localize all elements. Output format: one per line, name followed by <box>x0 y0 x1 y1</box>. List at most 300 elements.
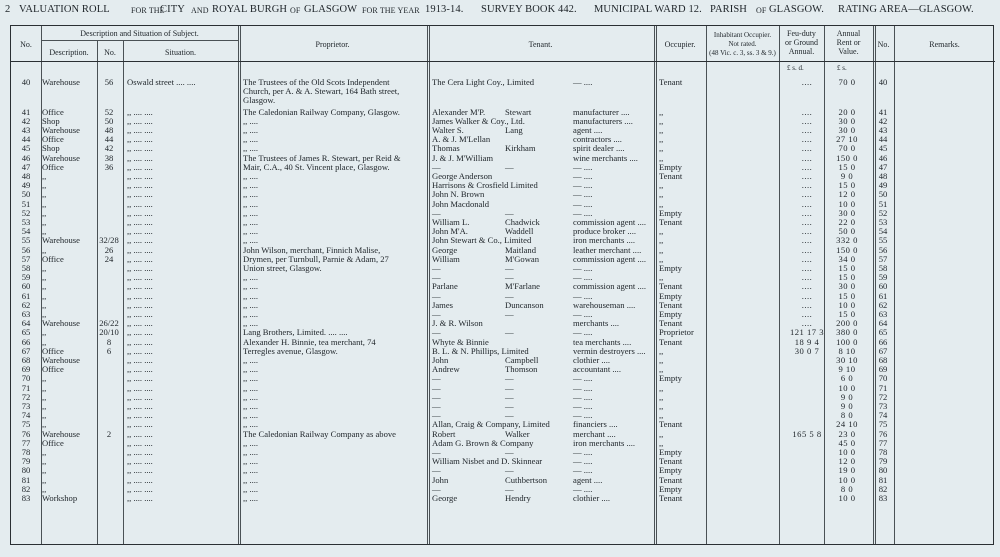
row-tenant: James <box>432 299 454 310</box>
row-proprietor-line: Terregles avenue, Glasgow. <box>243 345 338 356</box>
row-tenant-occupation: clothier .... <box>573 355 610 365</box>
row-occupier: ,, <box>659 152 664 163</box>
row-proprietor-line: ,, .... <box>243 410 259 421</box>
row-situation: ,, .... .... <box>127 483 153 494</box>
row-tenant: Whyte & Binnie <box>432 336 489 347</box>
row-tenant-surname: — <box>505 391 514 402</box>
row-occupier: ,, <box>659 143 664 154</box>
row-feu-duty: .... <box>801 207 813 218</box>
row-tenant-surname: — <box>505 465 514 476</box>
row-no-right: 42 <box>878 115 888 126</box>
row-no: 63 <box>21 309 31 319</box>
row-no: 59 <box>21 272 31 283</box>
row-situation: ,, .... .... <box>127 207 153 218</box>
row-tenant: — <box>432 272 441 283</box>
row-occupier: ,, <box>659 391 664 402</box>
row-annual-value: 380 0 <box>836 327 858 338</box>
row-feu-duty: .... <box>801 134 813 145</box>
row-annual-value: 10 0 <box>838 299 856 310</box>
row-description: Warehouse <box>42 125 80 135</box>
row-proprietor-line: Church, per A. & A. Stewart, 164 Bath street, <box>243 86 400 97</box>
row-description: ,, <box>42 465 47 476</box>
row-tenant-occupation: — .... <box>573 198 593 209</box>
row-annual-value: 30 0 <box>838 207 856 218</box>
row-no: 68 <box>21 355 31 365</box>
row-no: 67 <box>21 345 31 356</box>
row-no: 52 <box>21 207 31 218</box>
row-tenant-surname: Waddell <box>505 226 534 237</box>
row-annual-value: 12 0 <box>838 189 856 200</box>
row-proprietor-line: ,, .... <box>243 171 259 181</box>
row-no-right: 74 <box>878 410 888 421</box>
row-no: 81 <box>21 474 31 485</box>
row-annual-value: 9 0 <box>840 391 854 402</box>
row-no-right: 63 <box>878 309 888 319</box>
row-no-right: 69 <box>878 364 888 375</box>
row-annual-value: 30 0 <box>838 115 856 126</box>
row-description: Warehouse <box>42 235 80 246</box>
row-no-right: 58 <box>878 263 888 273</box>
row-tenant: Alexander M'P. <box>432 106 486 117</box>
row-occupier: Tenant <box>659 281 683 292</box>
row-tenant-surname: Hendry <box>505 493 531 503</box>
row-annual-value: 27 10 <box>836 134 858 145</box>
row-occupier: Tenant <box>659 217 683 227</box>
row-situation: ,, .... .... <box>127 217 153 227</box>
row-occupier: ,, <box>659 253 664 264</box>
row-no-right: 70 <box>878 373 888 384</box>
row-tenant-occupation: commission agent .... <box>573 217 647 227</box>
row-tenant-surname: M'Farlane <box>505 281 540 292</box>
row-situation: ,, .... .... <box>127 373 153 384</box>
row-occupier: Tenant <box>659 77 683 87</box>
row-tenant-occupation: — .... <box>573 180 593 191</box>
row-tenant-surname: Kirkham <box>505 143 536 154</box>
row-no-right: 54 <box>878 226 888 237</box>
row-description: ,, <box>42 327 47 338</box>
row-description: ,, <box>42 189 47 200</box>
row-occupier: ,, <box>659 401 664 411</box>
row-situation: ,, .... .... <box>127 143 153 154</box>
row-feu-duty: .... <box>801 189 813 200</box>
row-occupier: Empty <box>659 483 682 494</box>
row-proprietor-line: ,, .... <box>243 198 259 209</box>
row-no-right: 80 <box>878 465 888 476</box>
row-description: ,, <box>42 171 47 181</box>
row-no-right: 76 <box>878 428 888 439</box>
row-no-right: 59 <box>878 272 888 283</box>
row-tenant: Walter S. <box>432 125 464 135</box>
row-no-right: 43 <box>878 125 888 135</box>
row-proprietor-line: ,, .... <box>243 309 259 319</box>
row-feu-duty: .... <box>801 272 813 283</box>
row-occupier: ,, <box>659 355 664 365</box>
row-no-right: 48 <box>878 171 888 181</box>
rating-area: RATING AREA—GLASGOW. <box>838 4 974 15</box>
row-feu-duty: 165 5 8 <box>792 428 822 439</box>
row-tenant-occupation: commission agent .... <box>573 281 647 292</box>
row-situation: ,, .... .... <box>127 474 153 485</box>
row-feu-duty: .... <box>801 281 813 292</box>
row-description: Warehouse <box>42 77 80 87</box>
row-situation: ,, .... .... <box>127 382 153 393</box>
row-tenant-occupation: — .... <box>573 391 593 402</box>
row-situation: ,, .... .... <box>127 161 153 172</box>
row-proprietor-line: ,, .... <box>243 134 259 145</box>
row-no-right: 57 <box>878 253 888 264</box>
row-occupier: ,, <box>659 125 664 135</box>
row-no: 54 <box>21 226 31 237</box>
row-description: Shop <box>42 115 60 126</box>
row-proprietor-line: John Wilson, merchant, Finnich Malise, <box>243 244 381 255</box>
row-tenant: The Cera Light Coy., Limited <box>432 77 535 87</box>
row-no: 71 <box>21 382 31 393</box>
row-no-right: 46 <box>878 152 888 163</box>
row-feu-duty: 121 17 3 <box>789 327 825 338</box>
row-number: 44 <box>104 134 114 145</box>
row-annual-value: 10 0 <box>838 493 856 503</box>
row-description: ,, <box>42 207 47 218</box>
row-description: Office <box>42 364 64 375</box>
row-proprietor-line: ,, .... <box>243 355 259 365</box>
row-proprietor-line: ,, .... <box>243 447 259 457</box>
row-tenant-occupation: — .... <box>573 161 593 172</box>
row-tenant: William L. <box>432 217 470 227</box>
row-tenant-occupation: — .... <box>573 465 593 476</box>
row-proprietor-line: ,, .... <box>243 217 259 227</box>
row-situation: ,, .... .... <box>127 152 153 163</box>
row-no: 65 <box>21 327 31 338</box>
row-proprietor-line: ,, .... <box>243 456 259 467</box>
row-tenant-occupation: — .... <box>573 77 593 87</box>
row-situation: ,, .... .... <box>127 345 153 356</box>
row-number: 26/22 <box>99 318 119 329</box>
row-tenant-occupation: — .... <box>573 447 593 457</box>
row-occupier: Tenant <box>659 318 683 329</box>
row-proprietor-line: ,, .... <box>243 474 259 485</box>
row-description: ,, <box>42 456 47 467</box>
row-description: ,, <box>42 244 47 255</box>
row-annual-value: 70 0 <box>838 77 856 87</box>
row-no-right: 71 <box>878 382 888 393</box>
row-proprietor-line: The Trustees of the Old Scots Independent <box>243 77 390 87</box>
row-no: 78 <box>21 447 31 457</box>
row-tenant-surname: Chadwick <box>505 217 540 227</box>
col-subject-group: Description and Situation of Subject. <box>80 29 199 38</box>
row-proprietor-line: ,, .... <box>243 401 259 411</box>
row-tenant-occupation: — .... <box>573 171 593 181</box>
row-tenant-surname: Cuthbertson <box>505 474 548 485</box>
col-tenant: Tenant. <box>528 40 553 49</box>
row-annual-value: 6 0 <box>840 373 854 384</box>
row-tenant: — <box>432 263 441 273</box>
row-tenant-occupation: clothier .... <box>573 493 610 503</box>
row-tenant-surname: — <box>505 401 514 411</box>
row-tenant: John <box>432 474 449 485</box>
row-occupier: ,, <box>659 437 664 448</box>
row-situation: Oswald street .... .... <box>127 77 196 87</box>
row-feu-duty: .... <box>801 77 813 87</box>
row-annual-value: 70 0 <box>838 143 856 154</box>
row-no-right: 40 <box>878 77 888 87</box>
row-description: ,, <box>42 217 47 227</box>
row-situation: ,, .... .... <box>127 134 153 145</box>
table-row <box>11 77 995 106</box>
row-no: 43 <box>21 125 31 135</box>
row-proprietor-line: Alexander H. Binnie, tea merchant, 74 <box>243 336 376 347</box>
row-no: 46 <box>21 152 31 163</box>
row-occupier: ,, <box>659 180 664 191</box>
row-feu-duty: .... <box>801 290 813 301</box>
row-tenant: A. & J. M'Lellan <box>432 134 491 145</box>
row-no-right: 61 <box>878 290 888 301</box>
row-proprietor-line: ,, .... <box>243 465 259 476</box>
row-description: ,, <box>42 263 47 273</box>
row-no-right: 64 <box>878 318 888 329</box>
row-number: 2 <box>106 428 112 439</box>
row-situation: ,, .... .... <box>127 125 153 135</box>
row-proprietor-line: The Caledonian Railway Company as above <box>243 428 396 439</box>
row-tenant-surname: — <box>505 309 514 319</box>
row-annual-value: 24 10 <box>836 419 858 430</box>
row-annual-value: 15 0 <box>838 290 856 301</box>
table-row <box>11 494 995 503</box>
row-no: 49 <box>21 180 31 191</box>
row-description: ,, <box>42 180 47 191</box>
row-proprietor-line: The Trustees of James R. Stewart, per Reid & <box>243 152 401 163</box>
row-situation: ,, .... .... <box>127 198 153 209</box>
row-no: 42 <box>21 115 31 126</box>
row-tenant-surname: M'Gowan <box>505 253 540 264</box>
row-proprietor-line: ,, .... <box>243 437 259 448</box>
row-description: ,, <box>42 281 47 292</box>
row-tenant-occupation: financiers .... <box>573 419 618 430</box>
row-tenant-surname: — <box>505 290 514 301</box>
row-no-right: 50 <box>878 189 888 200</box>
row-annual-value: 150 0 <box>836 152 858 163</box>
row-situation: ,, .... .... <box>127 180 153 191</box>
row-tenant-occupation: — .... <box>573 410 593 421</box>
row-no-right: 41 <box>878 106 888 117</box>
feu-units: £ s. d. <box>787 64 804 72</box>
row-occupier: Empty <box>659 161 682 172</box>
row-annual-value: 15 0 <box>838 161 856 172</box>
row-situation: ,, .... .... <box>127 447 153 457</box>
row-occupier: Empty <box>659 447 682 457</box>
row-tenant: John <box>432 355 449 365</box>
row-tenant-occupation: — .... <box>573 290 593 301</box>
row-proprietor-line: ,, .... <box>243 235 259 246</box>
row-feu-duty: .... <box>801 106 813 117</box>
row-tenant: — <box>432 391 441 402</box>
row-no-right: 44 <box>878 134 888 145</box>
row-tenant: Allan, Craig & Company, Limited <box>432 419 550 430</box>
row-tenant: Robert <box>432 428 456 439</box>
row-no-right: 45 <box>878 143 888 154</box>
row-no-right: 82 <box>878 483 888 494</box>
row-feu-duty: .... <box>801 217 813 227</box>
row-tenant-occupation: — .... <box>573 456 593 467</box>
row-no-right: 72 <box>878 391 888 402</box>
col-no: No. <box>20 40 32 49</box>
row-number: 52 <box>104 106 114 117</box>
row-no: 69 <box>21 364 31 375</box>
row-occupier: ,, <box>659 410 664 421</box>
row-no: 40 <box>21 77 31 87</box>
row-annual-value: 100 0 <box>836 336 858 347</box>
row-occupier: ,, <box>659 364 664 375</box>
row-annual-value: 10 0 <box>838 474 856 485</box>
row-tenant: — <box>432 161 441 172</box>
col-situation: Situation. <box>165 48 196 57</box>
survey-book: SURVEY BOOK 442. <box>481 4 577 15</box>
row-proprietor-line: ,, .... <box>243 180 259 191</box>
row-occupier: Tenant <box>659 171 683 181</box>
row-no: 50 <box>21 189 31 200</box>
row-occupier: ,, <box>659 235 664 246</box>
row-tenant-surname: Duncanson <box>505 299 544 310</box>
col-occupier: Occupier. <box>664 40 696 49</box>
row-tenant: George Anderson <box>432 171 493 181</box>
row-tenant-occupation: — .... <box>573 189 593 200</box>
row-occupier: ,, <box>659 198 664 209</box>
row-no-right: 67 <box>878 345 888 356</box>
row-situation: ,, .... .... <box>127 437 153 448</box>
row-occupier: ,, <box>659 115 664 126</box>
row-no: 72 <box>21 391 31 402</box>
row-feu-duty: .... <box>801 226 813 237</box>
row-annual-value: 34 0 <box>838 253 856 264</box>
row-tenant: Parlane <box>432 281 458 292</box>
row-situation: ,, .... .... <box>127 281 153 292</box>
row-tenant-occupation: merchants .... <box>573 318 620 329</box>
row-description: Warehouse <box>42 152 80 163</box>
row-tenant-occupation: warehouseman .... <box>573 299 636 310</box>
row-occupier: Tenant <box>659 336 683 347</box>
row-number: 26 <box>104 244 114 255</box>
municipal-ward: MUNICIPAL WARD 12. <box>594 4 702 15</box>
row-tenant: J. & J. M'William <box>432 152 494 163</box>
row-proprietor-line: ,, .... <box>243 364 259 375</box>
row-tenant-surname: — <box>505 410 514 421</box>
col-number: No. <box>104 48 116 57</box>
row-tenant-surname: — <box>505 161 514 172</box>
row-proprietor-line: ,, .... <box>243 143 259 154</box>
row-proprietor-line: ,, .... <box>243 391 259 402</box>
row-tenant: J. & R. Wilson <box>432 318 483 329</box>
row-tenant: — <box>432 382 441 393</box>
row-tenant: Andrew <box>432 364 460 375</box>
row-no: 55 <box>21 235 31 246</box>
row-occupier: Empty <box>659 207 682 218</box>
row-tenant-occupation: tea merchants .... <box>573 336 632 347</box>
row-feu-duty: .... <box>801 299 813 310</box>
row-feu-duty: .... <box>801 244 813 255</box>
row-annual-value: 9 0 <box>840 171 854 181</box>
row-proprietor-line: Drymen, per Turnbull, Parnie & Adam, 27 <box>243 253 389 264</box>
row-tenant: — <box>432 373 441 384</box>
row-tenant: Adam G. Brown & Company <box>432 437 534 448</box>
row-tenant: George <box>432 244 458 255</box>
row-description: Warehouse <box>42 355 80 365</box>
row-tenant-occupation: — .... <box>573 401 593 411</box>
row-number: 42 <box>104 143 114 154</box>
row-tenant-surname: — <box>505 447 514 457</box>
row-feu-duty: .... <box>801 180 813 191</box>
row-no: 64 <box>21 318 31 329</box>
row-situation: ,, .... .... <box>127 272 153 283</box>
row-tenant-occupation: produce broker .... <box>573 226 636 237</box>
row-no-right: 81 <box>878 474 888 485</box>
row-feu-duty: 18 9 4 <box>794 336 820 347</box>
row-situation: ,, .... .... <box>127 493 153 503</box>
row-situation: ,, .... .... <box>127 355 153 365</box>
row-description: ,, <box>42 309 47 319</box>
row-proprietor-line: Union street, Glasgow. <box>243 262 322 273</box>
row-tenant-occupation: manufacturers .... <box>573 115 633 126</box>
col-description: Description. <box>49 48 89 57</box>
row-occupier: Tenant <box>659 299 683 310</box>
row-tenant: John N. Brown <box>432 189 485 200</box>
row-tenant-surname: Lang <box>505 125 523 135</box>
row-description: Office <box>42 253 64 264</box>
row-proprietor-line: ,, .... <box>243 281 259 292</box>
row-description: Office <box>42 106 64 117</box>
col-feu-duty: Feu-duty or Ground Annual. <box>784 29 819 56</box>
row-tenant: — <box>432 207 441 218</box>
row-situation: ,, .... .... <box>127 115 153 126</box>
row-situation: ,, .... .... <box>127 290 153 301</box>
row-number: 20/10 <box>99 327 119 338</box>
row-situation: ,, .... .... <box>127 419 153 430</box>
row-description: ,, <box>42 336 47 347</box>
row-no: 80 <box>21 465 31 476</box>
row-annual-value: 9 0 <box>840 401 854 411</box>
row-no-right: 65 <box>878 327 888 338</box>
row-no-right: 52 <box>878 207 888 218</box>
row-proprietor-line: ,, .... <box>243 189 259 200</box>
row-no-right: 66 <box>878 336 888 347</box>
row-proprietor-line: Glasgow. <box>243 95 276 106</box>
row-tenant-surname: — <box>505 373 514 384</box>
row-tenant-surname: — <box>505 272 514 283</box>
row-tenant: William <box>432 253 460 264</box>
row-tenant: William Nisbet and D. Skinnear <box>432 456 543 467</box>
col-no-right: No. <box>877 40 890 49</box>
row-tenant-occupation: agent .... <box>573 474 603 485</box>
row-annual-value: 10 0 <box>838 447 856 457</box>
row-proprietor-line: ,, .... <box>243 290 259 301</box>
row-proprietor-line: ,, .... <box>243 483 259 494</box>
row-occupier: Tenant <box>659 474 683 485</box>
row-proprietor-line: ,, .... <box>243 207 259 218</box>
row-occupier: ,, <box>659 428 664 439</box>
row-annual-value: 9 10 <box>838 364 856 375</box>
row-situation: ,, .... .... <box>127 253 153 264</box>
row-tenant: Harrisons & Crosfield Limited <box>432 180 538 191</box>
row-occupier: ,, <box>659 189 664 200</box>
row-annual-value: 30 0 <box>838 281 856 292</box>
row-situation: ,, .... .... <box>127 244 153 255</box>
row-number: 6 <box>106 345 112 356</box>
row-description: ,, <box>42 272 47 283</box>
row-situation: ,, .... .... <box>127 456 153 467</box>
row-annual-value: 19 0 <box>838 465 856 476</box>
row-tenant: George <box>432 493 458 503</box>
row-annual-value: 10 0 <box>838 198 856 209</box>
col-proprietor: Proprietor. <box>315 40 350 49</box>
row-tenant-surname: Thomson <box>505 364 538 375</box>
